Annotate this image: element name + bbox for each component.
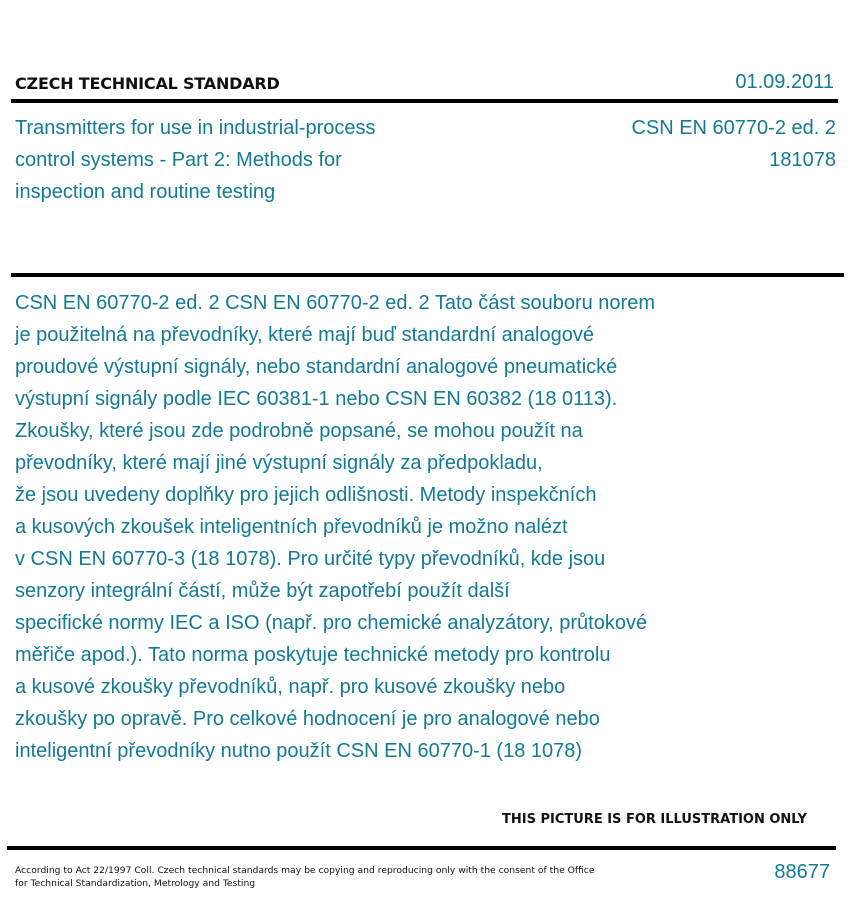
- document-type-label: CZECH TECHNICAL STANDARD: [15, 74, 280, 93]
- standard-title-line: inspection and routine testing: [15, 181, 276, 203]
- standard-identifier: [631, 112, 836, 176]
- middle-divider: [11, 273, 844, 277]
- top-divider: [11, 99, 838, 103]
- legal-notice-line: According to Act 22/1997 Coll. Czech technical standards may be copying and reproducing only with the consent of the Office: [15, 865, 595, 876]
- description-line: převodníky, které mají jiné výstupní signály za předpokladu,: [15, 452, 543, 474]
- description-line: měřiče apod.). Tato norma poskytuje technické metody pro kontrolu: [15, 644, 611, 666]
- description-line: v CSN EN 60770-3 (18 1078). Pro určité typy převodníků, kde jsou: [15, 548, 606, 570]
- description-line: inteligentní převodníky nutno použít CSN EN 60770-1 (18 1078): [15, 740, 583, 762]
- description-line: že jsou uvedeny doplňky pro jejich odlišnosti. Metody inspekčních: [15, 484, 597, 506]
- description-line: senzory integrální částí, může být zapotřebí použít další: [15, 580, 510, 602]
- product-code: 88677: [774, 861, 830, 883]
- bottom-divider: [7, 846, 836, 850]
- standard-designation: CSN EN 60770-2 ed. 2: [631, 117, 836, 139]
- description-line: specifické normy IEC a ISO (např. pro chemické analyzátory, průtokové: [15, 612, 648, 634]
- description-line: a kusové zkoušky převodníků, např. pro kusové zkoušky nebo: [15, 676, 566, 698]
- standard-description: [15, 287, 735, 767]
- illustration-disclaimer: THIS PICTURE IS FOR ILLUSTRATION ONLY: [502, 812, 807, 827]
- legal-notice-line: for Technical Standardization, Metrology and Testing: [15, 878, 256, 889]
- publication-date: 01.09.2011: [735, 71, 834, 93]
- description-line: je použitelná na převodníky, které mají buď standardní analogové: [15, 324, 594, 346]
- description-line: zkoušky po opravě. Pro celkové hodnocení je pro analogové nebo: [15, 708, 600, 730]
- standard-title: [15, 112, 455, 208]
- standard-class-number: 181078: [769, 149, 836, 171]
- description-line: CSN EN 60770-2 ed. 2 CSN EN 60770-2 ed. 2 Tato část souboru norem: [15, 292, 655, 314]
- description-line: proudové výstupní signály, nebo standardní analogové pneumatické: [15, 356, 618, 378]
- standard-title-line: Transmitters for use in industrial-process: [15, 117, 376, 139]
- description-line: a kusových zkoušek inteligentních převodníků je možno nalézt: [15, 516, 568, 538]
- description-line: výstupní signály podle IEC 60381-1 nebo CSN EN 60382 (18 0113).: [15, 388, 618, 410]
- legal-notice: [15, 864, 595, 890]
- standard-title-line: control systems - Part 2: Methods for: [15, 149, 342, 171]
- description-line: Zkoušky, které jsou zde podrobně popsané, se mohou použít na: [15, 420, 583, 442]
